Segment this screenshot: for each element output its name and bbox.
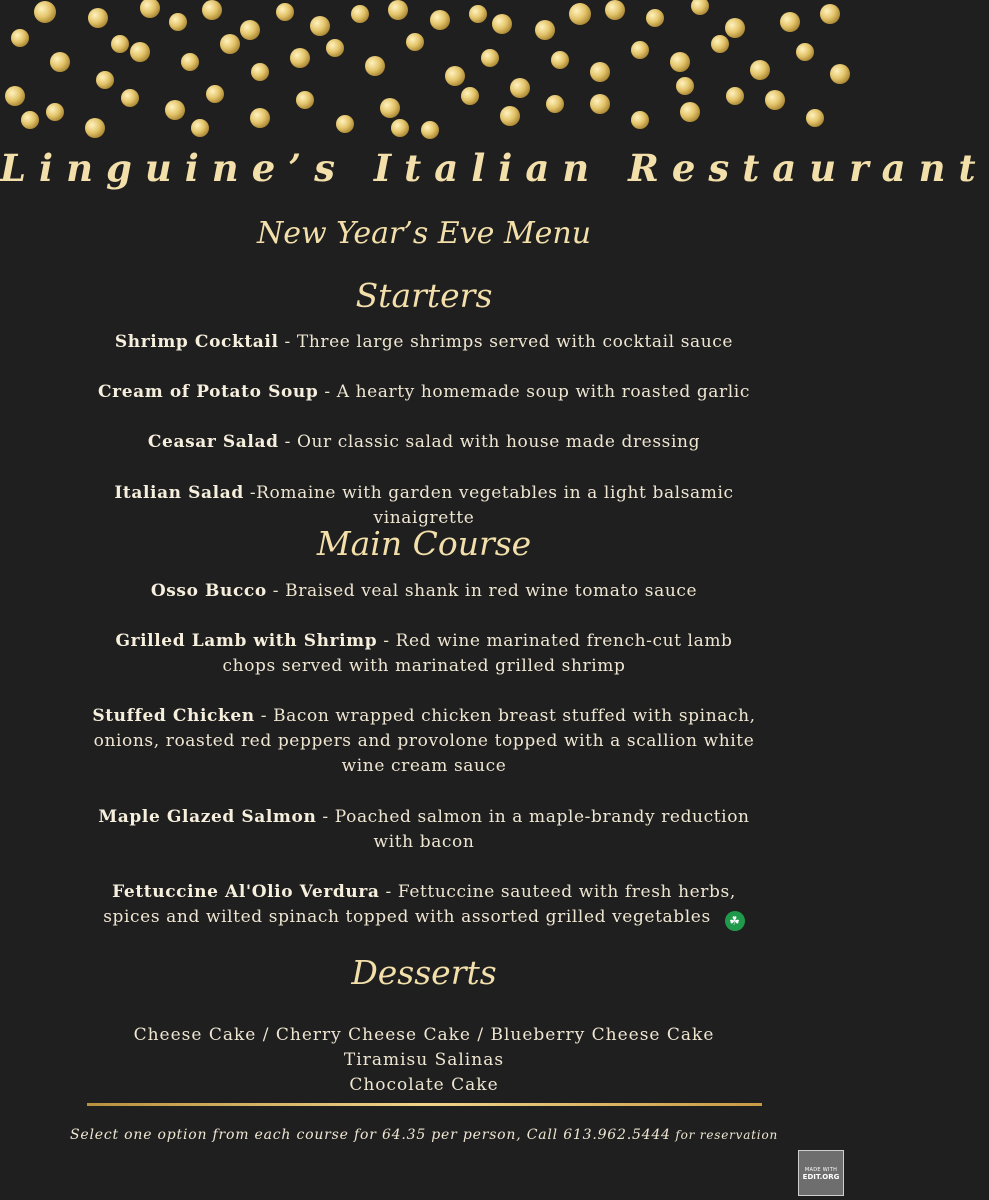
item-name: Cream of Potato Soup	[98, 382, 319, 402]
confetti-dot	[202, 0, 222, 20]
confetti-dot	[551, 51, 569, 69]
confetti-dot	[220, 34, 240, 54]
confetti-dot	[326, 39, 344, 57]
starters-heading: Starters	[355, 276, 493, 315]
menu-title: New Year’s Eve Menu	[256, 216, 592, 251]
item-description: - A hearty homemade soup with roasted garlic	[318, 382, 750, 402]
confetti-dot	[670, 52, 690, 72]
badge-line-2: EDIT.ORG	[802, 1173, 840, 1181]
confetti-dot	[88, 8, 108, 28]
confetti-dot	[445, 66, 465, 86]
confetti-dot	[96, 71, 114, 89]
confetti-dot	[140, 0, 160, 18]
confetti-dot	[206, 85, 224, 103]
confetti-dot	[546, 95, 564, 113]
confetti-dot	[11, 29, 29, 47]
confetti-dot	[50, 52, 70, 72]
confetti-dot	[380, 98, 400, 118]
restaurant-title: Linguine’s Italian Restaurant	[0, 146, 989, 190]
dessert-item: Chocolate Cake	[349, 1075, 499, 1095]
item-description: - Three large shrimps served with cocktail sauce	[278, 332, 734, 352]
item-name: Ceasar Salad	[147, 432, 279, 452]
confetti-dot	[276, 3, 294, 21]
confetti-dot	[336, 115, 354, 133]
confetti-dot	[492, 14, 512, 34]
item-description: -Romaine with garden vegetables in a light balsamic vinaigrette	[243, 483, 734, 528]
pricing-text-tail: for reservation	[670, 1128, 778, 1142]
confetti-dot	[510, 78, 530, 98]
confetti-dot	[590, 62, 610, 82]
confetti-dot	[290, 48, 310, 68]
confetti-dot	[481, 49, 499, 67]
confetti-dot	[725, 18, 745, 38]
item-name: Maple Glazed Salmon	[98, 807, 317, 827]
confetti-dot	[461, 87, 479, 105]
confetti-dot	[365, 56, 385, 76]
item-description: - Bacon wrapped chicken breast stuffed with spinach, onions, roasted red peppers and provolone topped with a scallion white wine cream sauce	[93, 706, 756, 776]
confetti-dot	[535, 20, 555, 40]
menu-item	[90, 805, 758, 855]
confetti-dot	[605, 0, 625, 20]
confetti-dot	[34, 1, 56, 23]
pricing-text: Select one option from each course for 64.35 per person, Call 613.962.5444	[70, 1127, 671, 1143]
gold-confetti-decoration	[0, 0, 848, 150]
confetti-dot	[296, 91, 314, 109]
confetti-dot	[130, 42, 150, 62]
confetti-dot	[240, 20, 260, 40]
confetti-dot	[691, 0, 709, 15]
confetti-dot	[85, 118, 105, 138]
confetti-dot	[676, 77, 694, 95]
confetti-dot	[111, 35, 129, 53]
item-description: - Red wine marinated french-cut lamb chops served with marinated grilled shrimp	[222, 631, 733, 676]
menu-item	[90, 579, 758, 604]
leaf-icon: ☘	[725, 911, 745, 931]
confetti-dot	[806, 109, 824, 127]
item-description: - Fettuccine sauteed with fresh herbs, spices and wilted spinach topped with assorted grilled vegetables	[103, 882, 736, 927]
confetti-dot	[165, 100, 185, 120]
confetti-dot	[406, 33, 424, 51]
menu-item	[90, 380, 758, 405]
confetti-dot	[421, 121, 439, 139]
pricing-note	[0, 1127, 848, 1143]
dessert-item: Tiramisu Salinas	[343, 1050, 505, 1070]
item-name: Shrimp Cocktail	[114, 332, 279, 352]
confetti-dot	[191, 119, 209, 137]
confetti-dot	[181, 53, 199, 71]
confetti-dot	[590, 94, 610, 114]
confetti-dot	[680, 102, 700, 122]
confetti-dot	[780, 12, 800, 32]
item-name: Fettuccine Al'Olio Verdura	[112, 882, 380, 902]
badge-line-1: MADE WITH	[804, 1167, 838, 1173]
confetti-dot	[250, 108, 270, 128]
confetti-dot	[726, 87, 744, 105]
confetti-dot	[711, 35, 729, 53]
confetti-dot	[121, 89, 139, 107]
dessert-item: Cheese Cake / Cherry Cheese Cake / Blueberry Cheese Cake	[133, 1025, 715, 1045]
item-description: - Braised veal shank in red wine tomato sauce	[266, 581, 698, 601]
confetti-dot	[631, 41, 649, 59]
menu-item	[90, 880, 758, 931]
menu-item	[90, 430, 758, 455]
item-name: Osso Bucco	[150, 581, 267, 601]
confetti-dot	[388, 0, 408, 20]
confetti-dot	[251, 63, 269, 81]
made-with-edit-badge[interactable]	[798, 1150, 844, 1196]
confetti-dot	[21, 111, 39, 129]
confetti-dot	[469, 5, 487, 23]
confetti-dot	[569, 3, 591, 25]
confetti-dot	[46, 103, 64, 121]
confetti-dot	[750, 60, 770, 80]
item-name: Stuffed Chicken	[92, 706, 255, 726]
confetti-dot	[796, 43, 814, 61]
confetti-dot	[830, 64, 850, 84]
confetti-dot	[391, 119, 409, 137]
confetti-dot	[5, 86, 25, 106]
divider	[87, 1103, 762, 1106]
desserts-list	[90, 1023, 758, 1098]
item-name: Grilled Lamb with Shrimp	[115, 631, 378, 651]
confetti-dot	[310, 16, 330, 36]
confetti-dot	[351, 5, 369, 23]
confetti-dot	[500, 106, 520, 126]
item-description: - Poached salmon in a maple-brandy reduction with bacon	[316, 807, 750, 852]
desserts-heading: Desserts	[351, 953, 497, 992]
menu-item	[90, 330, 758, 355]
confetti-dot	[820, 4, 840, 24]
confetti-dot	[169, 13, 187, 31]
main-course-heading: Main Course	[316, 524, 532, 563]
confetti-dot	[646, 9, 664, 27]
confetti-dot	[430, 10, 450, 30]
confetti-dot	[631, 111, 649, 129]
item-name: Italian Salad	[114, 483, 244, 503]
menu-item	[90, 629, 758, 679]
menu-item	[90, 704, 758, 779]
item-description: - Our classic salad with house made dressing	[278, 432, 701, 452]
confetti-dot	[765, 90, 785, 110]
